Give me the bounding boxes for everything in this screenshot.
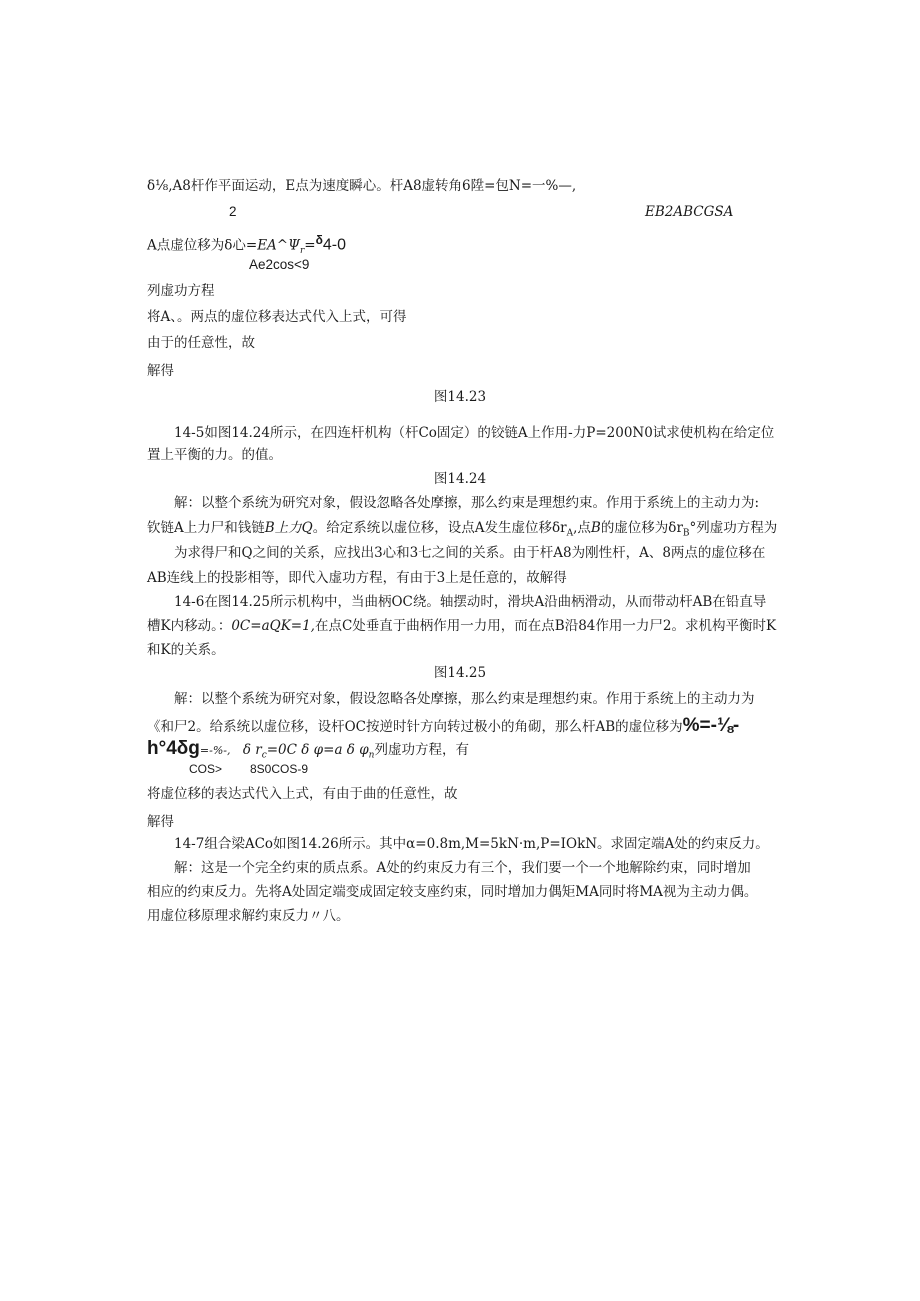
- subscript: A: [566, 528, 574, 539]
- text-line: δ⅛,A8杆作平面运动，E点为速度瞬心。杆A8虚转角6陞=包N=一%—,: [147, 178, 577, 194]
- formula-fragment: EA^Ψ: [257, 237, 300, 254]
- text-line: 14-6在图14.25所示机构中，当曲柄OC绕。轴摆动时，滑块A沿曲柄滑动，从而带动杆AB在铅直导: [174, 594, 767, 610]
- figure-caption: 图14.25: [433, 665, 487, 681]
- text-fragment: 列虚功方程，有: [374, 742, 469, 758]
- text-line: EB2ABCGSA: [645, 204, 734, 220]
- text-line: 用虚位移原理求解约束反力〃八。: [147, 908, 350, 924]
- text-line: 解：以整个系统为研究对象，假设忽略各处摩擦，那么约束是理想约束。作用于系统上的主动力为: [174, 691, 755, 707]
- text-line: 解：以整个系统为研究对象，假设忽略各处摩擦，那么约束是理想约束。作用于系统上的主动力为:: [174, 495, 760, 511]
- text-line: 为求得尸和Q之间的关系，应找出3心和3七之间的关系。由于杆A8为刚性杆，A、8两点的虚位移在: [174, 545, 766, 561]
- text-line: 置上平衡的力。的值。: [147, 447, 282, 463]
- subscript: c: [261, 750, 267, 761]
- text-line: 相应的约束反力。先将A处固定端变成固定较支座约束，同时增加力偶矩MA同时将MA视为主动力偶。: [147, 884, 758, 900]
- formula-fragment: =-%-,: [199, 744, 231, 757]
- formula-fragment: %=-⅛-: [682, 715, 740, 736]
- formula-fragment: δ r: [242, 742, 262, 758]
- text-line: 将A、。两点的虚位移表达式代入上式，可得: [147, 309, 407, 325]
- text-line: 14-7组合梁ACo如图14.26所示。其中α=0.8m,M=5kN·m,P=IOkN。求固定端A处的约束反力。: [174, 836, 769, 852]
- text-fragment: 槽K内移动。：: [147, 618, 232, 634]
- text-line: 解得: [147, 363, 174, 379]
- formula-fragment: COS>: [189, 762, 223, 776]
- text-line: 和K的关系。: [147, 642, 225, 658]
- formula-fragment: =: [304, 237, 316, 254]
- text-line: 2: [229, 204, 237, 219]
- text-fragment: 钦链A上力尸和钱链: [147, 520, 265, 536]
- formula-fragment: 8S0COS-9: [250, 762, 309, 776]
- text-line: [147, 716, 739, 737]
- text-fragment: °列虚功方程为: [689, 520, 778, 536]
- text-line: 列虚功方程: [147, 283, 215, 299]
- text-line: AB连线上的投影相等，即代入虚功方程，有由于3上是任意的，故解得: [147, 570, 567, 586]
- superscript: δ: [315, 233, 323, 247]
- formula-fragment: =0C δ φ=a δ φ: [266, 742, 369, 758]
- formula-fragment: 0C=aQK=1,: [231, 618, 315, 634]
- subscript: r: [299, 246, 305, 257]
- text-fragment: ,点: [573, 520, 591, 536]
- text-line: 由于的任意性，故: [147, 335, 255, 351]
- text-line: 解：这是一个完全约束的质点系。A处的约束反力有三个，我们要一个一个地解除约束，同时增加: [174, 860, 751, 876]
- text-line: 将虚位移的表达式代入上式，有由于曲的任意性，故: [147, 786, 458, 802]
- text-line: 解得: [147, 814, 174, 830]
- text-fragment: A点虚位移为δ心=: [147, 237, 258, 254]
- formula-fragment: 4-0: [322, 236, 346, 254]
- subscript: B: [682, 528, 690, 539]
- text-fragment: 。给定系统以虚位移，设点A发生虚位移δr: [312, 520, 567, 536]
- text-fragment: 在点C处垂直于曲柄作用一力用，而在点B沿84作用一力尸2。求机构平衡时K: [314, 618, 777, 634]
- figure-caption: 图14.24: [433, 471, 487, 487]
- text-fragment: 《和尸2。给系统以虚位移，设杆OC按逆时针方向转过极小的角砌，那么杆AB的虚位移为: [147, 719, 683, 735]
- formula-line: [147, 230, 346, 261]
- text-fragment: B: [590, 520, 601, 536]
- text-line: [147, 518, 777, 544]
- text-fragment: B上力Q: [264, 520, 313, 536]
- formula-fragment: h°4δg: [147, 738, 200, 759]
- text-line: Ae2cos<9: [249, 257, 310, 272]
- subscript: n: [368, 750, 375, 761]
- figure-caption: 图14.23: [433, 389, 487, 405]
- text-fragment: 的虚位移为δr: [600, 520, 683, 536]
- text-line: 14-5如图14.24所示，在四连杆机构（杆Co固定）的铰链A上作用-力P=200N0试求使机构在给定位: [174, 425, 775, 441]
- text-line: [147, 616, 776, 636]
